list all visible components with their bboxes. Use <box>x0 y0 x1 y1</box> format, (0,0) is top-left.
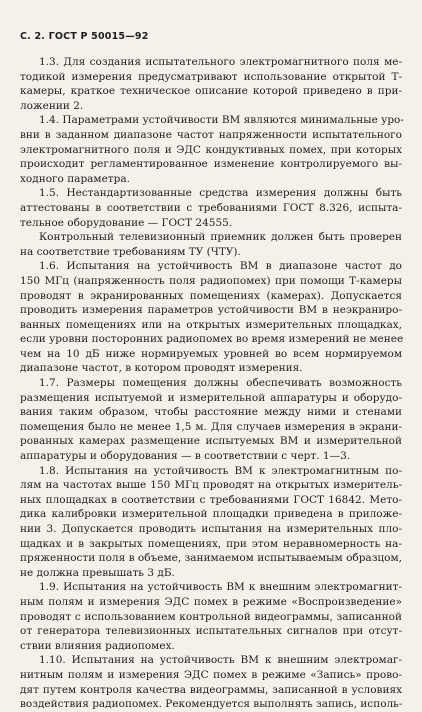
text-line: 1.7. Размеры помещения должны обеспечивать возможность <box>39 377 402 390</box>
text-line: ным полям и измерения ЭДС помех в режиме «Воспроизведение» <box>20 595 402 608</box>
text-line: тодикой измерения предусматривают использование открытой Т- <box>20 70 402 83</box>
text-line: лям на частотах выше 150 МГц проводят на открытых измеритель- <box>20 479 402 492</box>
text-line: не должна превышать 3 дБ. <box>20 566 175 579</box>
paragraph <box>20 55 402 113</box>
text-line: проводить измерения параметров устойчивости ВМ в неэкраниро- <box>20 304 402 317</box>
text-line: проводят в экранированных помещениях (камерах). Допускается <box>20 289 402 302</box>
text-line: от генератора телевизионных испытательных сигналов при отсут- <box>20 625 402 638</box>
text-line: 1.6. Испытания на устойчивость ВМ в диапазоне частот до <box>39 260 402 273</box>
text-line: 1.4. Параметрами устойчивости ВМ являются минимальные уро- <box>39 114 404 127</box>
text-line: воздействия радиопомех. Рекомендуется выполнять запись, исполь- <box>20 698 403 711</box>
paragraph <box>20 230 402 259</box>
text-line: рованных камерах размещение испытуемых ВМ и измерительной <box>20 435 402 448</box>
text-line: 1.5. Нестандартизованные средства измерения должны быть <box>39 187 402 200</box>
text-line: дика калибровки измерительной площадки приведена в приложе- <box>20 508 402 521</box>
paragraph <box>20 580 402 653</box>
text-line: 1.8. Испытания на устойчивость ВМ к электромагнитным по- <box>39 464 402 477</box>
text-line: если уровни посторонних радиопомех во время измерений не менее <box>20 333 404 346</box>
text-line: проводят с использованием контрольной видеограммы, записанной <box>20 610 402 623</box>
text-line: нитным полям и измерения ЭДС помех в режиме «Запись» прово- <box>20 668 402 681</box>
paragraph <box>20 376 402 464</box>
text-line: ных площадках в соответствии с требованиями ГОСТ 16842. Мето- <box>20 493 402 506</box>
text-line: камеры, краткое техническое описание которой приведено в при- <box>20 85 402 98</box>
text-line: происходит регламентированное изменение контролируемого вы- <box>20 158 402 171</box>
paragraph <box>20 113 402 186</box>
paragraph <box>20 259 402 376</box>
text-line: на соответствие требованиям ТУ (ЧТУ). <box>20 245 241 258</box>
text-line: 1.10. Испытания на устойчивость ВМ к внешним электромаг- <box>39 654 402 667</box>
text-line: вания таким образом, чтобы расстояние между ними и стенами <box>20 406 402 419</box>
paragraph <box>20 653 402 711</box>
text-line: ванных помещениях или на открытых измерительных площадках, <box>20 318 402 331</box>
text-line: пряженности поля в объеме, занимаемом испытываемым образцом, <box>20 552 402 565</box>
text-line: помещения было не менее 1,5 м. Для случаев измерения в экрани- <box>20 420 402 433</box>
text-line: аттестованы в соответствии с требованиями ГОСТ 8.326, испыта- <box>20 201 402 214</box>
text-line: диапазоне частот, в котором проводят измерения. <box>20 362 303 375</box>
text-line: 150 МГц (напряженность поля радиопомех) при помощи Т-камеры <box>20 274 402 287</box>
paragraph <box>20 186 402 230</box>
text-line: размещения испытуемой и измерительной аппаратуры и оборудо- <box>20 391 402 404</box>
paragraph <box>20 464 402 581</box>
text-line: аппаратуры и оборудования — в соответствии с черт. 1—3. <box>20 450 351 463</box>
text-line: щадках и в закрытых помещениях, при этом неравномерность на- <box>20 537 402 550</box>
text-line: ходного параметра. <box>20 172 130 185</box>
text-line: ствии влияния радиопомех. <box>20 639 175 652</box>
text-line: тельное оборудование — ГОСТ 24555. <box>20 216 233 229</box>
text-line: вни в заданном диапазоне частот напряженности испытательного <box>20 128 402 141</box>
running-head: С. 2. ГОСТ Р 50015—92 <box>20 31 149 42</box>
text-line: 1.3. Для создания испытательного электромагнитного поля ме- <box>39 56 402 68</box>
text-line: нии 3. Допускается проводить испытания на измерительных пло- <box>20 523 402 535</box>
text-line: 1.9. Испытания на устойчивость ВМ к внешним электромагнит- <box>39 581 402 594</box>
text-line: чем на 10 дБ ниже нормируемых уровней во всем нормируемом <box>20 347 402 360</box>
document-body <box>20 55 402 712</box>
text-line: дят путем контроля качества видеограммы, записанной в условиях <box>20 683 402 696</box>
text-line: электромагнитного поля и ЭДС кондуктивных помех, при которых <box>20 143 402 156</box>
text-line: ложении 2. <box>20 99 84 112</box>
text-line: Контрольный телевизионный приемник должен быть проверен <box>39 231 402 244</box>
